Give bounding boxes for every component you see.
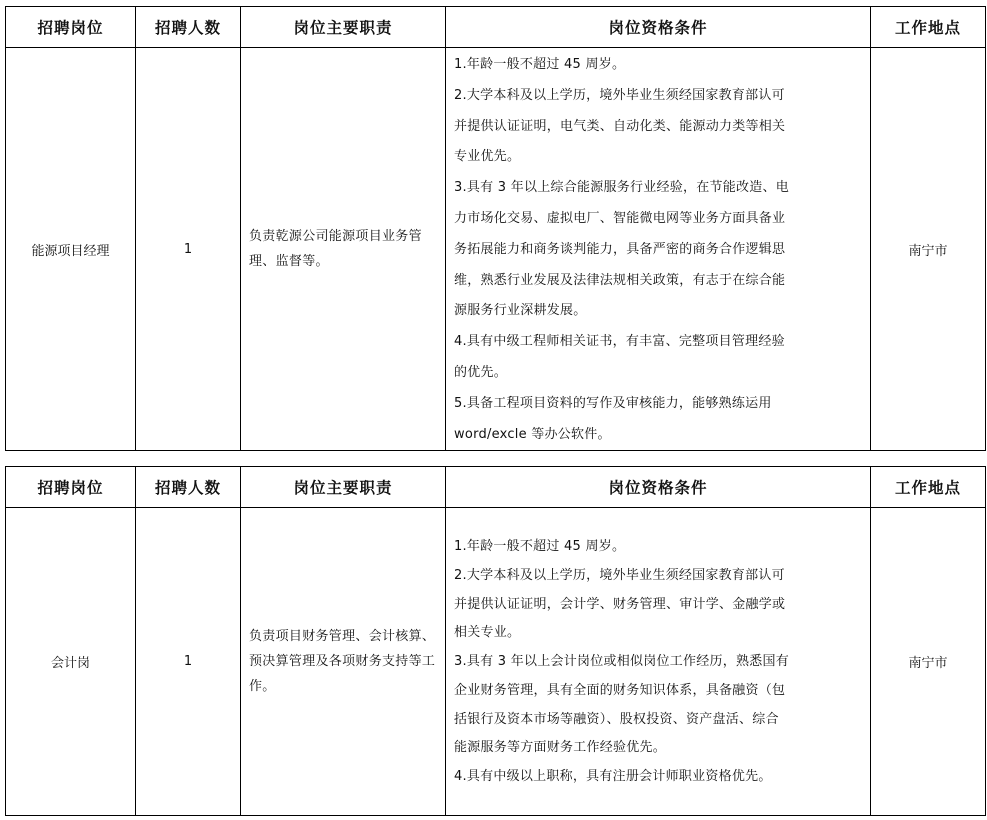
job-table-2	[5, 466, 986, 816]
qualification-line: 2.大学本科及以上学历，境外毕业生须经国家教育部认可	[454, 87, 785, 103]
qualification-line: 源服务行业深耕发展。	[454, 303, 587, 319]
qualifications-cell	[446, 48, 871, 451]
qualification-line: 的优先。	[454, 364, 508, 380]
qualification-line: 5.具备工程项目资料的写作及审核能力，能够熟练运用	[454, 395, 772, 411]
count-cell: 1	[136, 508, 241, 816]
qualification-line: 并提供认证证明，电气类、自动化类、能源动力类等相关	[454, 118, 786, 134]
position-cell: 会计岗	[6, 508, 136, 816]
header-count: 招聘人数	[136, 7, 241, 48]
table-header-row	[6, 7, 986, 48]
qualification-line: 1.年龄一般不超过 45 周岁。	[454, 538, 626, 554]
qualification-line: 企业财务管理，具有全面的财务知识体系，具备融资（包	[454, 682, 786, 698]
count-cell: 1	[136, 48, 241, 451]
qualification-line: 务拓展能力和商务谈判能力，具备严密的商务合作逻辑思	[454, 241, 786, 257]
header-qualifications: 岗位资格条件	[446, 467, 871, 508]
table-row	[6, 48, 986, 451]
job-table-1	[5, 6, 986, 451]
header-location: 工作地点	[871, 7, 986, 48]
duties-cell: 负责乾源公司能源项目业务管理、监督等。	[241, 48, 446, 451]
table-header-row	[6, 467, 986, 508]
qualification-line: 括银行及资本市场等融资）、股权投资、资产盘活、综合	[454, 711, 779, 727]
qualification-line: 相关专业。	[454, 625, 521, 641]
header-location: 工作地点	[871, 467, 986, 508]
qualification-line: word/excle 等办公软件。	[454, 426, 611, 442]
header-position: 招聘岗位	[6, 467, 136, 508]
position-cell: 能源项目经理	[6, 48, 136, 451]
qualification-line: 3.具有 3 年以上综合能源服务行业经验，在节能改造、电	[454, 180, 789, 196]
qualification-line: 4.具有中级以上职称，具有注册会计师职业资格优先。	[454, 769, 772, 785]
qualification-line: 4.具有中级工程师相关证书，有丰富、完整项目管理经验	[454, 334, 785, 350]
qualification-line: 专业优先。	[454, 149, 521, 165]
location-cell: 南宁市	[871, 48, 986, 451]
header-position: 招聘岗位	[6, 7, 136, 48]
qualifications-cell	[446, 508, 871, 816]
location-cell: 南宁市	[871, 508, 986, 816]
qualification-line: 并提供认证证明，会计学、财务管理、审计学、金融学或	[454, 596, 786, 612]
qualification-line: 能源服务等方面财务工作经验优先。	[454, 740, 667, 756]
duties-cell: 负责项目财务管理、会计核算、预决算管理及各项财务支持等工作。	[241, 508, 446, 816]
header-duties: 岗位主要职责	[241, 467, 446, 508]
header-duties: 岗位主要职责	[241, 7, 446, 48]
table-row	[6, 508, 986, 816]
qualification-line: 维，熟悉行业发展及法律法规相关政策，有志于在综合能	[454, 272, 786, 288]
qualification-line: 2.大学本科及以上学历，境外毕业生须经国家教育部认可	[454, 567, 785, 583]
qualification-line: 3.具有 3 年以上会计岗位或相似岗位工作经历，熟悉国有	[454, 654, 789, 670]
header-count: 招聘人数	[136, 467, 241, 508]
qualification-line: 力市场化交易、虚拟电厂、智能微电网等业务方面具备业	[454, 210, 786, 226]
header-qualifications: 岗位资格条件	[446, 7, 871, 48]
qualification-line: 1.年龄一般不超过 45 周岁。	[454, 57, 626, 72]
